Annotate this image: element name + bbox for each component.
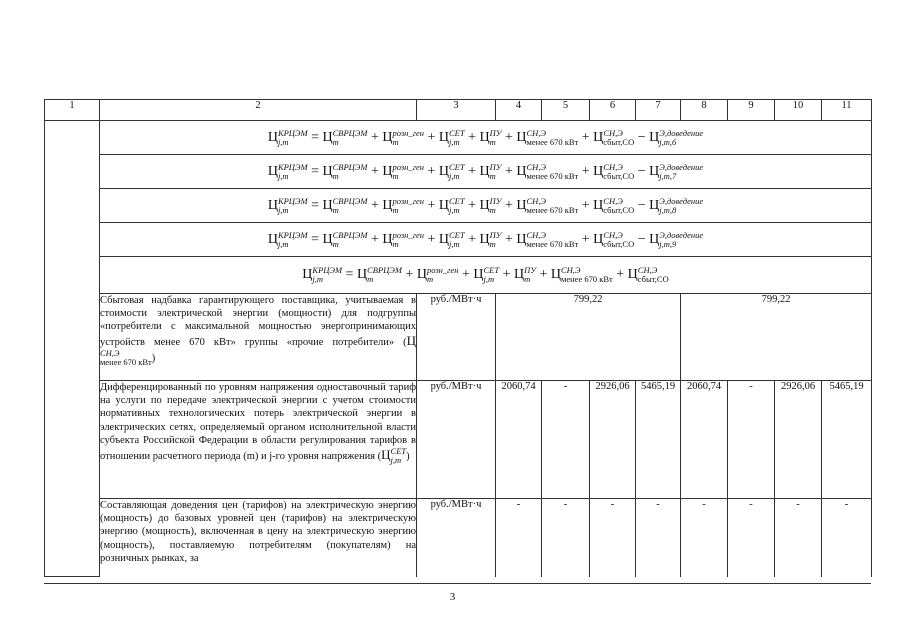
markup-unit: руб./МВт·ч xyxy=(417,294,496,381)
col-header-6: 6 xyxy=(590,100,636,121)
tariff-value: 2926,06 xyxy=(775,381,822,499)
col-header-10: 10 xyxy=(775,100,822,121)
col-header-5: 5 xyxy=(542,100,590,121)
tariff-value: 2060,74 xyxy=(681,381,728,499)
tariff-table xyxy=(44,99,872,577)
component-value: - xyxy=(681,499,728,577)
col-header-8: 8 xyxy=(681,100,728,121)
component-value: - xyxy=(775,499,822,577)
formula-row-8 xyxy=(45,189,872,223)
component-unit: руб./МВт·ч xyxy=(417,499,496,577)
col-header-7: 7 xyxy=(636,100,681,121)
formula-row-6 xyxy=(45,121,872,155)
formula-row-9 xyxy=(45,223,872,257)
col-header-3: 3 xyxy=(417,100,496,121)
col-header-11: 11 xyxy=(822,100,872,121)
tariff-value: 2060,74 xyxy=(496,381,542,499)
row-number-cell xyxy=(45,121,100,577)
column-number-row xyxy=(45,100,872,121)
col-header-9: 9 xyxy=(728,100,775,121)
tariff-value: 2926,06 xyxy=(590,381,636,499)
formula-row-summary xyxy=(45,257,872,294)
formula-cell: Ц КРЦЭМ j,m = Ц СВРЦЭМ m + Ц розн_ген m + Ц СЕТ j,m + Ц ПУ m + Ц СН,Э менее 670 кВт + Ц СН,Э сбыт,СО − Ц Э,доведение j,m,9 xyxy=(100,223,872,257)
markup-value-right: 799,22 xyxy=(681,294,872,381)
tariff-unit: руб./МВт·ч xyxy=(417,381,496,499)
formula-row-7 xyxy=(45,155,872,189)
component-value: - xyxy=(496,499,542,577)
col-header-1: 1 xyxy=(45,100,100,121)
col-header-2: 2 xyxy=(100,100,417,121)
component-row xyxy=(45,499,872,577)
tariff-value: - xyxy=(728,381,775,499)
component-value: - xyxy=(636,499,681,577)
formula-cell: Ц КРЦЭМ j,m = Ц СВРЦЭМ m + Ц розн_ген m + Ц СЕТ j,m + Ц ПУ m + Ц СН,Э менее 670 кВт + Ц СН,Э сбыт,СО − Ц Э,доведение j,m,6 xyxy=(100,121,872,155)
markup-row xyxy=(45,294,872,381)
component-value: - xyxy=(822,499,872,577)
component-value: - xyxy=(590,499,636,577)
markup-value-left: 799,22 xyxy=(496,294,681,381)
col-header-4: 4 xyxy=(496,100,542,121)
tariff-value: 5465,19 xyxy=(822,381,872,499)
formula-cell: Ц КРЦЭМ j,m = Ц СВРЦЭМ m + Ц розн_ген m + Ц СЕТ j,m + Ц ПУ m + Ц СН,Э менее 670 кВт + Ц СН,Э сбыт,СО − Ц Э,доведение j,m,7 xyxy=(100,155,872,189)
page-number: 3 xyxy=(449,591,456,603)
component-value: - xyxy=(542,499,590,577)
markup-description: Сбытовая надбавка гарантирующего поставщика, учитываемая в стоимости электрической энергии (мощности) для подгруппы «потребители с максимальной мощностью энергопринимающих устройств менее 670 кВт» группы «прочие потребители» (Ц СН,Э менее 670 кВт ) xyxy=(100,294,417,381)
tariff-value: 5465,19 xyxy=(636,381,681,499)
formula-cell: Ц КРЦЭМ j,m = Ц СВРЦЭМ m + Ц розн_ген m + Ц СЕТ j,m + Ц ПУ m + Ц СН,Э менее 670 кВт + Ц СН,Э сбыт,СО − Ц Э,доведение j,m,8 xyxy=(100,189,872,223)
component-description: Составляющая доведения цен (тарифов) на электрическую энергию (мощность) до базовых уровней цен (тарифов) на электрическую энергию (мощность), включенная в цену на электрическую энергию (мощность), поставляемую потребителям (покупателям) на розничных рынках, за xyxy=(100,499,417,577)
formula-cell-summary: Ц КРЦЭМ j,m = Ц СВРЦЭМ m + Ц розн_ген m + Ц СЕТ j,m + Ц ПУ m + Ц СН,Э менее 670 кВт + Ц СН,Э сбыт,СО xyxy=(100,257,872,294)
tariff-value: - xyxy=(542,381,590,499)
tariff-row xyxy=(45,381,872,499)
table-bottom-edge xyxy=(44,583,871,584)
component-value: - xyxy=(728,499,775,577)
tariff-description: Дифференцированный по уровням напряжения одноставочный тариф на услуги по передаче электрической энергии с учетом стоимости нормативных технологических потерь электрической энергии в электрических сетях, определяемый органом исполнительной власти субъекта Российской Федерации в области регулирования тарифов в отношении расчетного периода (m) и j-го уровня напряжения (Ц СЕТ j,m ) xyxy=(100,381,417,499)
